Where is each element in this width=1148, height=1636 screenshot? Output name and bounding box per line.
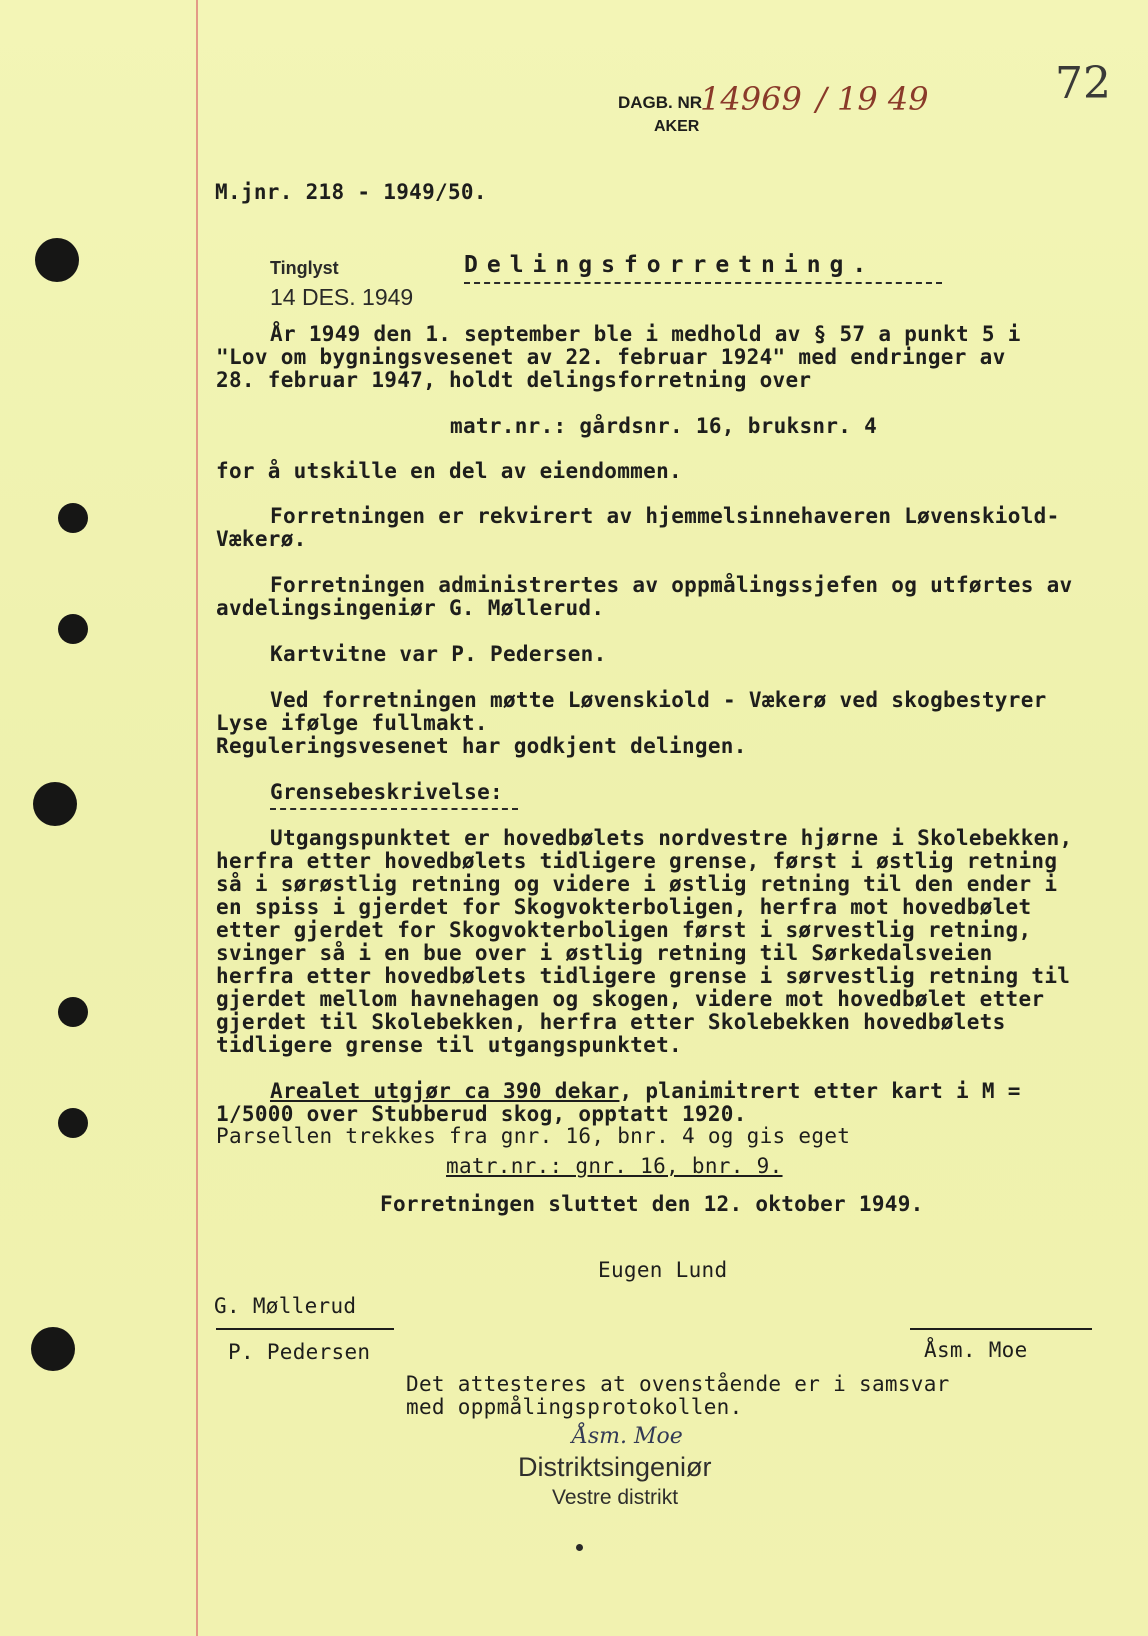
punch-hole <box>33 782 77 826</box>
attest-line: Det attesteres at ovenstående er i samsvar <box>406 1372 950 1396</box>
rekvirert-line: Forretningen er rekvirert av hjemmelsinnehaveren Løvenskiold- <box>270 504 1060 528</box>
grense-line: herfra etter hovedbølets tidligere grense i sørvestlig retning til <box>216 964 1071 988</box>
grense-line: svinger så i en bue over i østlig retning til Sørkedalsveien <box>216 941 993 965</box>
distrikt-stamp-line1: Distriktsingeniør <box>518 1452 712 1482</box>
rekvirert-line: Vækerø. <box>216 527 307 551</box>
parsell-line: Parsellen trekkes fra gnr. 16, bnr. 4 og gis eget <box>216 1124 851 1148</box>
intro-line: 28. februar 1947, holdt delingsforretning over <box>216 368 812 392</box>
punch-hole <box>58 614 88 644</box>
punch-hole <box>31 1327 75 1371</box>
mote-line: Reguleringsvesenet har godkjent delingen. <box>216 734 747 758</box>
dagb-stamp <box>618 93 702 113</box>
mote-line: Ved forretningen møtte Løvenskiold - Vækerø ved skogbestyrer <box>270 688 1047 712</box>
punch-hole <box>58 1108 88 1138</box>
kartvitne-line: Kartvitne var P. Pedersen. <box>270 642 607 666</box>
grense-line: gjerdet mellom havnehagen og skogen, videre mot hovedbølet etter <box>216 987 1045 1011</box>
grense-line: herfra etter hovedbølets tidligere grense, først i østlig retning <box>216 849 1058 873</box>
admin-line: Forretningen administrertes av oppmålingssjefen og utførtes av <box>270 573 1073 597</box>
sluttet-line: Forretningen sluttet den 12. oktober 1949. <box>380 1192 924 1216</box>
margin-line <box>196 0 198 1636</box>
grense-line: etter gjerdet for Skogvokterboligen først i sørvestlig retning, <box>216 918 1032 942</box>
areal-line-2: 1/5000 over Stubberud skog, opptatt 1920. <box>216 1102 747 1126</box>
signature-moe: Åsm. Moe <box>924 1338 1028 1362</box>
mote-line: Lyse ifølge fullmakt. <box>216 711 488 735</box>
grense-line: tidligere grense til utgangspunktet. <box>216 1033 682 1057</box>
grense-line: Utgangspunktet er hovedbølets nordvestre hjørne i Skolebekken, <box>270 826 1073 850</box>
matr-line: matr.nr.: gårdsnr. 16, bruksnr. 4 <box>450 414 878 438</box>
grense-line: så i sørøstlig retning og videre i østlig retning til den ender i <box>216 872 1058 896</box>
admin-line: avdelingsingeniør G. Møllerud. <box>216 596 605 620</box>
dagb-label: DAGB. NR <box>618 93 703 112</box>
attest-line: med oppmålingsprotokollen. <box>406 1395 743 1419</box>
page-title: Delingsforretning. <box>464 252 876 278</box>
signature-mollerud: G. Møllerud <box>214 1294 357 1318</box>
handwritten-signature: Åsm. Moe <box>572 1424 683 1449</box>
title-underline <box>464 282 942 284</box>
intro-line: "Lov om bygningsvesenet av 22. februar 1924" med endringer av <box>216 345 1006 369</box>
dagb-year: / 19 49 <box>816 80 929 118</box>
grense-line: gjerdet til Skolebekken, herfra etter Skolebekken hovedbølets <box>216 1010 1006 1034</box>
tinglyst-date: 14 DES. 1949 <box>270 284 414 310</box>
grense-underline <box>270 808 518 810</box>
areal-underlined: Arealet utgjør ca 390 dekar <box>270 1079 620 1103</box>
grense-line: en spiss i gjerdet for Skogvokterboligen, herfra mot hovedbølet <box>216 895 1032 919</box>
punch-hole <box>35 238 79 282</box>
punch-hole <box>58 503 88 533</box>
signature-line-right <box>910 1328 1092 1330</box>
ink-dot <box>576 1544 583 1551</box>
areal-rest: , planimitrert etter kart i M = <box>619 1079 1021 1103</box>
new-matr-line: matr.nr.: gnr. 16, bnr. 9. <box>446 1154 783 1178</box>
areal-line <box>270 1079 1021 1103</box>
dagb-number: 14969 <box>700 80 802 118</box>
signature-lund: Eugen Lund <box>598 1258 728 1282</box>
journal-ref: M.jnr. 218 - 1949/50. <box>215 180 487 204</box>
purpose-line: for å utskille en del av eiendommen. <box>216 459 682 483</box>
intro-line: År 1949 den 1. september ble i medhold av § 57 a punkt 5 i <box>270 322 1021 346</box>
grense-heading: Grensebeskrivelse: <box>270 780 503 804</box>
signature-line-left <box>216 1328 394 1330</box>
tinglyst-label: Tinglyst <box>270 258 339 278</box>
punch-hole <box>58 997 88 1027</box>
dagb-place: AKER <box>654 118 700 135</box>
page-number: 72 <box>1055 58 1111 109</box>
signature-pedersen: P. Pedersen <box>228 1340 371 1364</box>
distrikt-stamp-line2: Vestre distrikt <box>552 1486 679 1509</box>
